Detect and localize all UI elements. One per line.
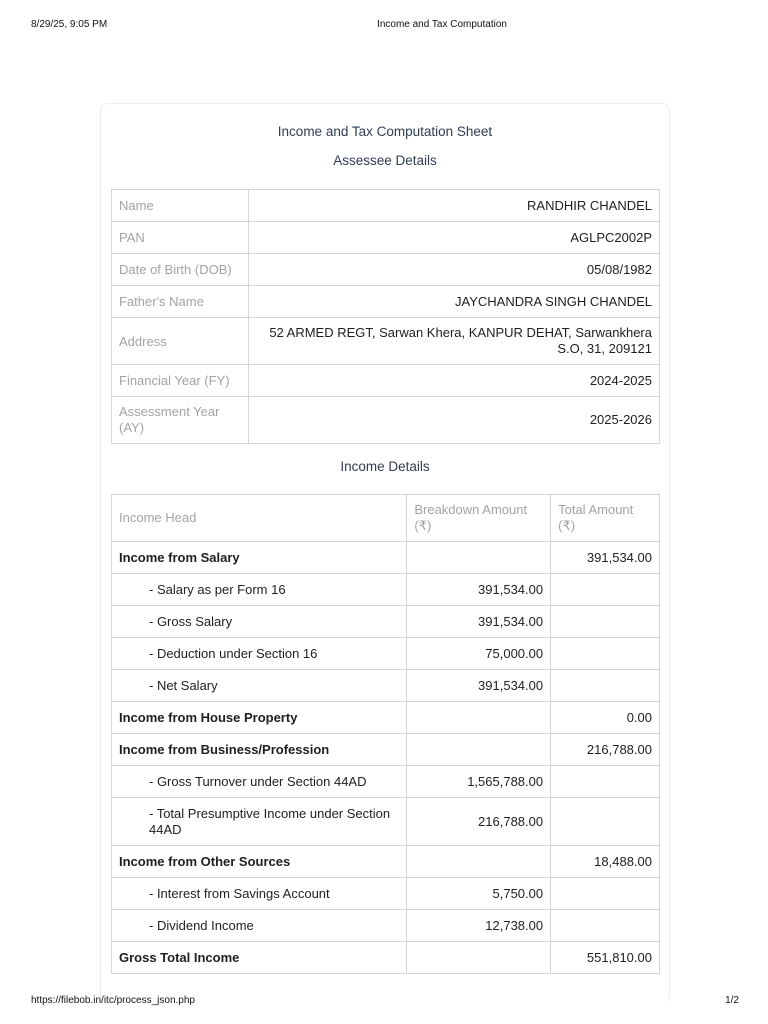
income-row [112, 670, 660, 702]
income-header-row [112, 495, 660, 542]
total-amount: 18,488.00 [551, 846, 660, 878]
income-row [112, 638, 660, 670]
assessee-table [111, 189, 660, 444]
total-amount [551, 766, 660, 798]
income-row [112, 846, 660, 878]
sheet-title: Income and Tax Computation Sheet [277, 124, 493, 139]
print-page-number: 1/2 [725, 995, 739, 1006]
breakdown-amount: 1,565,788.00 [407, 766, 551, 798]
print-url: https://filebob.in/itc/process_json.php [31, 995, 195, 1006]
income-head: Income from Salary [112, 542, 407, 574]
breakdown-amount [407, 942, 551, 974]
assessee-row [112, 318, 660, 365]
assessee-label: Name [112, 190, 249, 222]
total-amount: 216,788.00 [551, 734, 660, 766]
income-row [112, 878, 660, 910]
col-total-amount: Total Amount (₹) [551, 495, 660, 542]
total-amount [551, 606, 660, 638]
print-datetime: 8/29/25, 9:05 PM [31, 19, 108, 30]
total-amount [551, 670, 660, 702]
assessee-label: PAN [112, 222, 249, 254]
income-subhead: - Dividend Income [112, 910, 407, 942]
income-subhead: - Gross Salary [112, 606, 407, 638]
income-subhead: - Net Salary [112, 670, 407, 702]
assessee-label: Date of Birth (DOB) [112, 254, 249, 286]
computation-sheet-card [100, 103, 670, 1004]
breakdown-amount [407, 702, 551, 734]
assessee-value: AGLPC2002P [249, 222, 660, 254]
assessee-row [112, 254, 660, 286]
total-amount [551, 910, 660, 942]
assessee-value: RANDHIR CHANDEL [249, 190, 660, 222]
income-row [112, 574, 660, 606]
income-subhead: - Salary as per Form 16 [112, 574, 407, 606]
income-head: Gross Total Income [112, 942, 407, 974]
income-row [112, 702, 660, 734]
total-amount: 0.00 [551, 702, 660, 734]
assessee-row [112, 286, 660, 318]
total-amount [551, 574, 660, 606]
breakdown-amount [407, 846, 551, 878]
assessee-label: Address [112, 318, 249, 365]
income-head: Income from House Property [112, 702, 407, 734]
assessee-heading: Assessee Details [333, 153, 437, 168]
total-amount [551, 798, 660, 846]
breakdown-amount: 391,534.00 [407, 574, 551, 606]
income-head: Income from Other Sources [112, 846, 407, 878]
income-row [112, 606, 660, 638]
assessee-row [112, 365, 660, 397]
income-row [112, 766, 660, 798]
col-income-head: Income Head [112, 495, 407, 542]
income-table [111, 494, 660, 974]
breakdown-amount: 5,750.00 [407, 878, 551, 910]
assessee-label: Financial Year (FY) [112, 365, 249, 397]
income-subhead: - Gross Turnover under Section 44AD [112, 766, 407, 798]
income-row [112, 542, 660, 574]
assessee-value: JAYCHANDRA SINGH CHANDEL [249, 286, 660, 318]
assessee-label: Father's Name [112, 286, 249, 318]
total-amount [551, 638, 660, 670]
breakdown-amount: 391,534.00 [407, 606, 551, 638]
breakdown-amount [407, 734, 551, 766]
income-row [112, 910, 660, 942]
income-subhead: - Deduction under Section 16 [112, 638, 407, 670]
assessee-row [112, 190, 660, 222]
income-row-gross-total [112, 942, 660, 974]
income-row [112, 734, 660, 766]
income-subhead: - Interest from Savings Account [112, 878, 407, 910]
assessee-value: 2024-2025 [249, 365, 660, 397]
breakdown-amount: 12,738.00 [407, 910, 551, 942]
assessee-value: 05/08/1982 [249, 254, 660, 286]
assessee-value: 2025-2026 [249, 397, 660, 444]
total-amount [551, 878, 660, 910]
income-subhead: - Total Presumptive Income under Section 44AD [112, 798, 407, 846]
breakdown-amount [407, 542, 551, 574]
assessee-row [112, 397, 660, 444]
breakdown-amount: 75,000.00 [407, 638, 551, 670]
total-amount: 551,810.00 [551, 942, 660, 974]
assessee-label: Assessment Year (AY) [112, 397, 249, 444]
print-title: Income and Tax Computation [377, 19, 507, 30]
income-row [112, 798, 660, 846]
income-head: Income from Business/Profession [112, 734, 407, 766]
col-breakdown-amount: Breakdown Amount (₹) [407, 495, 551, 542]
breakdown-amount: 391,534.00 [407, 670, 551, 702]
assessee-value: 52 ARMED REGT, Sarwan Khera, KANPUR DEHAT, Sarwankhera S.O, 31, 209121 [249, 318, 660, 365]
breakdown-amount: 216,788.00 [407, 798, 551, 846]
income-heading: Income Details [340, 459, 430, 474]
total-amount: 391,534.00 [551, 542, 660, 574]
assessee-row [112, 222, 660, 254]
